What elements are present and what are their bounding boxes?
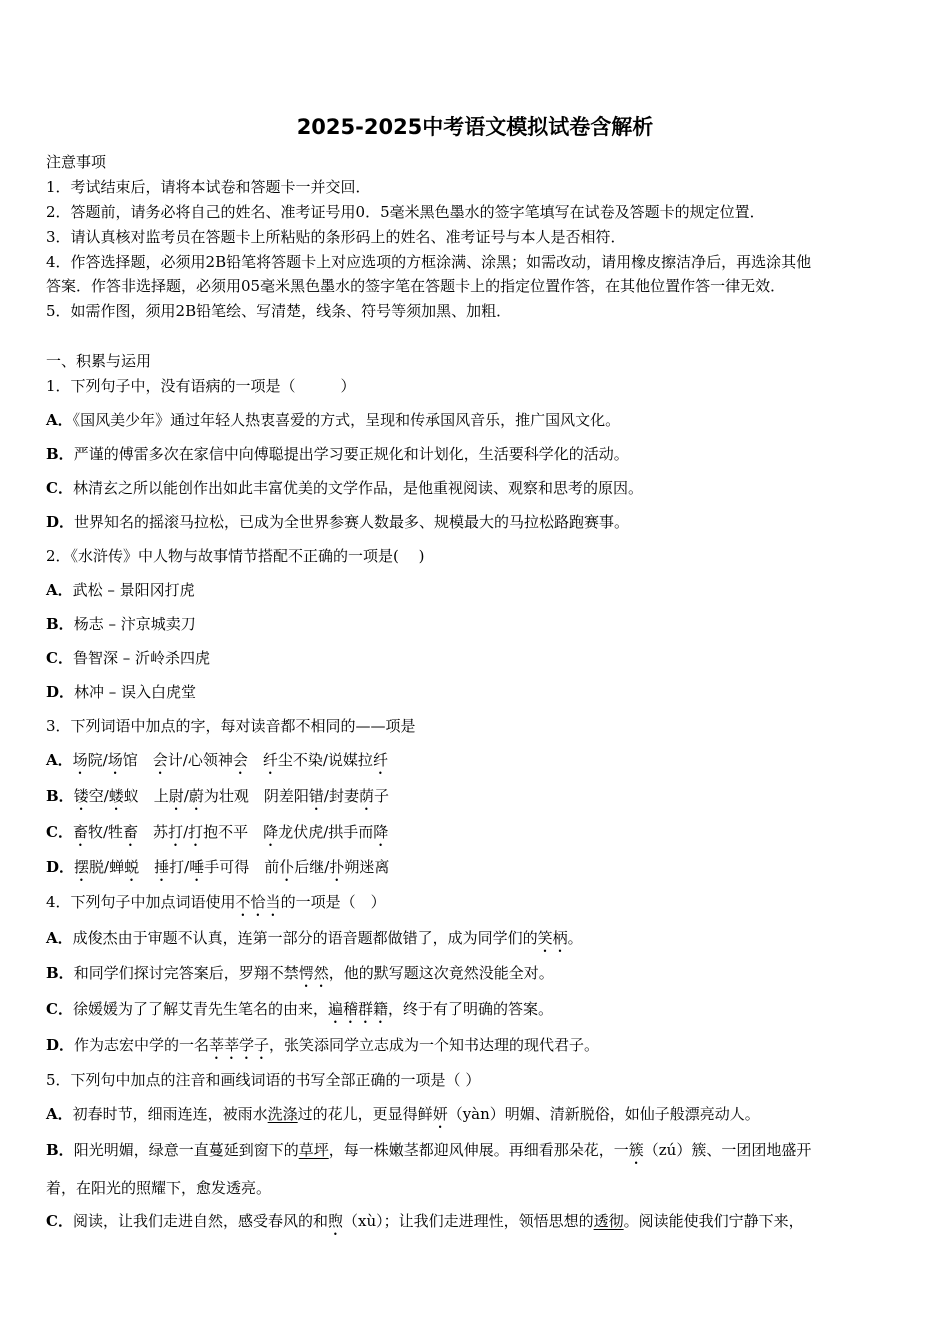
dotted-char: 妍	[432, 1105, 448, 1123]
option-text: 严谨的傅雷多次在家信中向傅聪提出学习要正规化和计划化，生活要科学化的活动。	[73, 445, 629, 463]
dotted-word: 遍稽群籍	[327, 1000, 388, 1018]
q2-option-a	[46, 580, 906, 600]
dotted-char: 打	[168, 823, 184, 841]
question-1-stem: 1．下列句子中，没有语病的一项是（ ）	[46, 377, 356, 395]
option-label: A．	[46, 581, 73, 599]
option-text: （xù）；让我们走进理性，领悟思想的	[342, 1212, 594, 1230]
option-text: 后继/	[294, 858, 330, 876]
option-label: C．	[46, 1000, 73, 1018]
option-label: A．	[46, 1105, 73, 1123]
dotted-char: 蔚	[188, 787, 204, 805]
q4-option-c	[46, 999, 906, 1027]
dotted-char: 扑	[329, 858, 345, 876]
dotted-char: 畜	[72, 823, 88, 841]
dotted-word: 不恰当	[235, 893, 281, 911]
underlined-word: 草坪	[298, 1141, 329, 1159]
q3-option-d	[46, 857, 906, 885]
dotted-word: 愕然	[298, 964, 329, 982]
notice-heading: 注意事项	[46, 153, 107, 171]
q4-option-d	[46, 1035, 906, 1063]
option-label: D．	[46, 1036, 75, 1054]
option-text: ，他的默写题这次竟然没能全对。	[328, 964, 554, 982]
option-text: ，张笑添同学立志成为一个知书达理的现代君子。	[269, 1036, 600, 1054]
option-text: 《国风美少年》通过年轻人热衷喜爱的方式，呈现和传承国风音乐，推广国风文化。	[72, 411, 621, 429]
question-2-stem: 2．《水浒传》中人物与故事情节搭配不正确的一项是( )	[46, 547, 425, 565]
notice-item: 答案．作答非选择题，必须用05毫米黑色墨水的签字笔在答题卡上的指定位置作答，在其他位置作答一律无效．	[46, 277, 786, 295]
option-text: 作为志宏中学的一名	[74, 1036, 210, 1054]
option-text: 空/	[88, 787, 109, 805]
dotted-word: 莘莘学子	[209, 1036, 270, 1054]
option-label: B．	[46, 964, 74, 982]
option-text: 武松 – 景阳冈打虎	[72, 581, 195, 599]
option-text	[139, 858, 154, 876]
option-text: 杨志 – 汴京城卖刀	[73, 615, 196, 633]
option-label: C．	[46, 479, 73, 497]
option-text: 鲁智深 – 沂岭杀四虎	[72, 649, 210, 667]
option-label: B．	[46, 1141, 74, 1159]
dotted-char: 降	[373, 823, 389, 841]
option-text: ，终于有了明确的答案。	[387, 1000, 553, 1018]
option-text: 手可得 前	[204, 858, 280, 876]
option-text: （zú）簇、一团团地盛开	[643, 1141, 812, 1159]
option-text: 初春时节，细雨连连，被雨水	[72, 1105, 268, 1123]
q3-option-a	[46, 750, 906, 778]
dotted-char: 煦	[327, 1212, 343, 1230]
underlined-word: 洗涤	[267, 1105, 298, 1123]
option-label: A．	[46, 411, 73, 429]
q5-option-b-continued: 着，在阳光的照耀下，愈发透亮。	[46, 1179, 272, 1197]
q3-option-b	[46, 786, 906, 814]
option-text: 脱/蝉	[89, 858, 125, 876]
option-text: 尘不染/说媒拉	[277, 751, 373, 769]
option-text: 龙伏虎/拱手而	[278, 823, 374, 841]
q5-option-c	[46, 1211, 906, 1239]
notice-item: 1．考试结束后，请将本试卷和答题卡一并交回．	[46, 178, 371, 196]
dotted-char: 场	[72, 751, 88, 769]
option-text: 牧/牲	[87, 823, 124, 841]
option-text: ，每一株嫩茎都迎风伸展。再细看那朵花，一	[328, 1141, 629, 1159]
option-text: 阳光明媚，绿意一直蔓延到窗下的	[73, 1141, 299, 1159]
q1-option-b	[46, 444, 906, 464]
option-text: 朔迷离	[344, 858, 390, 876]
dotted-char: 畜	[123, 823, 139, 841]
option-text: 馆	[122, 751, 153, 769]
dotted-char: 簇	[628, 1141, 644, 1159]
page-title: 2025-2025中考语文模拟试卷含解析	[296, 115, 654, 139]
option-text: 成俊杰由于审题不认真，连第一部分的语音题都做错了，成为同学们的	[72, 929, 538, 947]
section-heading: 一、积累与运用	[46, 352, 152, 370]
option-text: 院/	[87, 751, 108, 769]
q3-option-c	[46, 822, 906, 850]
dotted-char: 纤	[372, 751, 388, 769]
option-label: B．	[46, 615, 74, 633]
option-text: （yàn）明媚、清新脱俗，如仙子般漂亮动人。	[447, 1105, 760, 1123]
option-label: D．	[46, 683, 75, 701]
dotted-char: 纤	[262, 751, 278, 769]
dotted-char: 场	[107, 751, 123, 769]
notice-item: 3．请认真核对监考员在答题卡上所粘贴的条形码上的姓名、准考证号与本人是否相符．	[46, 228, 626, 246]
question-3-stem: 3．下列词语中加点的字，每对读音都不相同的——项是	[46, 717, 416, 735]
option-text: 子	[374, 787, 390, 805]
q2-option-c	[46, 648, 906, 668]
q5-option-b	[46, 1140, 906, 1168]
option-text: 打/	[169, 858, 190, 876]
dotted-char: 打	[188, 823, 204, 841]
q4-option-a	[46, 928, 906, 956]
q2-option-d	[46, 682, 906, 702]
dotted-char: 会	[232, 751, 248, 769]
option-label: C．	[46, 823, 73, 841]
stem-text: 4．下列句子中加点词语使用	[46, 893, 236, 911]
option-text: 计/心领神	[167, 751, 233, 769]
option-label: A．	[46, 929, 73, 947]
q1-option-c	[46, 478, 906, 498]
q1-option-d	[46, 512, 906, 532]
option-text	[248, 751, 263, 769]
dotted-char: 唾	[189, 858, 205, 876]
dotted-word: 笑柄	[537, 929, 568, 947]
option-label: D．	[46, 858, 75, 876]
question-5-stem: 5．下列句中加点的注音和画线词语的书写全部正确的一项是（ ）	[46, 1071, 481, 1089]
underlined-word: 透彻	[593, 1212, 624, 1230]
dotted-char: 捶	[154, 858, 170, 876]
dotted-char: 尉	[168, 787, 184, 805]
option-text: 过的花儿，更显得鲜	[297, 1105, 433, 1123]
dotted-char: 镂	[73, 787, 89, 805]
option-text: 抱不平	[203, 823, 264, 841]
dotted-char: 蝼	[108, 787, 124, 805]
dotted-char: 错	[308, 787, 324, 805]
option-label: C．	[46, 1212, 73, 1230]
option-text: 林清玄之所以能创作出如此丰富优美的文学作品，是他重视阅读、观察和思考的原因。	[72, 479, 643, 497]
option-label: B．	[46, 787, 74, 805]
option-label: C．	[46, 649, 73, 667]
option-text: 林冲 – 误入白虎堂	[74, 683, 197, 701]
dotted-char: 降	[263, 823, 279, 841]
q4-option-b	[46, 963, 906, 991]
option-text: /	[183, 787, 189, 805]
option-text: 世界知名的摇滚马拉松，已成为全世界参赛人数最多、规模最大的马拉松路跑赛事。	[74, 513, 630, 531]
q1-option-a	[46, 410, 906, 430]
option-text: 和同学们探讨完答案后，罗翔不禁	[73, 964, 299, 982]
dotted-char: 摆	[74, 858, 90, 876]
option-text: 苏	[138, 823, 169, 841]
option-text: /封妻	[323, 787, 359, 805]
q2-option-b	[46, 614, 906, 634]
option-text: 徐媛媛为了了解艾青先生笔名的由来，	[72, 1000, 328, 1018]
option-text: 。	[567, 929, 583, 947]
dotted-char: 荫	[358, 787, 374, 805]
notice-item: 4．作答选择题，必须用2B铅笔将答题卡上对应选项的方框涂满、涂黑；如需改动，请用橡皮擦洁净后，再选涂其他	[46, 253, 812, 271]
option-label: D．	[46, 513, 75, 531]
stem-text: 的一项是（ ）	[280, 893, 386, 911]
option-text: 蚁 上	[123, 787, 169, 805]
dotted-char: 会	[152, 751, 168, 769]
dotted-char: 蜕	[124, 858, 140, 876]
option-text: /	[183, 823, 189, 841]
option-text: 为壮观 阴差阳	[203, 787, 309, 805]
dotted-char: 仆	[279, 858, 295, 876]
option-label: B．	[46, 445, 74, 463]
question-4-stem	[46, 892, 906, 920]
option-label: A．	[46, 751, 73, 769]
notice-item: 5．如需作图，须用2B铅笔绘、写清楚，线条、符号等须加黑、加粗．	[46, 302, 512, 320]
option-text: 。阅读能使我们宁静下来，	[623, 1212, 804, 1230]
q5-option-a	[46, 1104, 906, 1132]
option-text: 阅读，让我们走进自然，感受春风的和	[72, 1212, 328, 1230]
notice-item: 2．答题前，请务必将自己的姓名、准考证号用0．5毫米黑色墨水的签字笔填写在试卷及答题卡的规定位置．	[46, 203, 765, 221]
